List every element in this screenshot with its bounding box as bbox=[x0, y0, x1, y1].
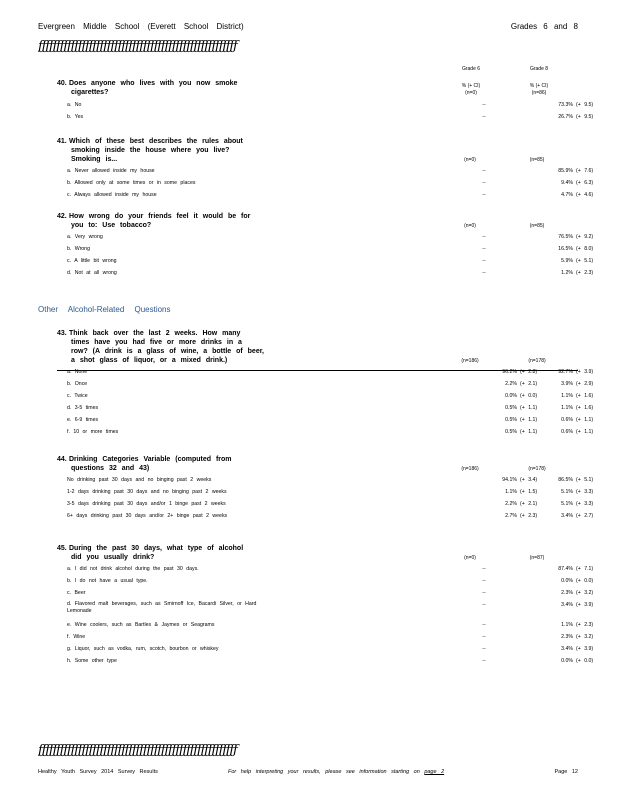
table-row: a. None 96.2% (+ 2.8) 92.7% (+ 3.9) bbox=[67, 369, 594, 375]
table-row: 3-5 days drinking past 30 days and/or 1 binge past 2 weeks 2.2% (+ 2.1) 5.1% (+ 3.3) bbox=[67, 501, 594, 507]
table-row: e. Wine coolers, such as Bartles & Jaymes or Seagrams -- 1.1% (+ 2.3) bbox=[67, 622, 594, 628]
table-row: a. No -- 73.3% (+ 9.5) bbox=[67, 102, 594, 108]
question-43-title: 43. Think back over the last 2 weeks. How many times have you had five or more drinks in a row? (A drink is a glass of wine, a bottle of beer, a shot glass of liquor, or a mixed drink.) bbox=[57, 330, 264, 364]
section-title: Other Alcohol-Related Questions bbox=[38, 305, 171, 314]
table-row: d. Flavored malt beverages, such as Smirnoff Ice, Bacardi Silver, or Hard Lemonade -- 3.4% (+ 3.9) bbox=[67, 601, 594, 614]
table-row: b. Allowed only at some times or in some places -- 9.4% (+ 6.3) bbox=[67, 180, 594, 186]
table-row: d. 3-5 times 0.5% (+ 1.1) 1.1% (+ 1.6) bbox=[67, 405, 594, 411]
table-row: a. Never allowed inside my house -- 85.9% (+ 7.6) bbox=[67, 168, 594, 174]
table-row: a. I did not drink alcohol during the past 30 days. -- 87.4% (+ 7.1) bbox=[67, 566, 594, 572]
question-44-title: 44. Drinking Categories Variable (computed from questions 32 and 43) bbox=[57, 456, 232, 472]
question-41-title: 41. Which of these best describes the rules about smoking inside the house where you live? Smoking is... bbox=[57, 138, 243, 163]
question-42-title: 42. How wrong do your friends feel it would be for you to: Use tobacco? bbox=[57, 213, 251, 229]
table-row: a. Very wrong -- 76.5% (+ 9.2) bbox=[67, 234, 594, 240]
col-grade8: Grade 8 bbox=[529, 66, 549, 72]
table-row: c. Beer -- 2.3% (+ 3.2) bbox=[67, 590, 594, 596]
footer-rule: ƒƒƒƒƒƒƒƒƒƒƒƒƒƒƒƒƒƒƒƒƒƒƒƒƒƒƒƒƒƒƒƒƒƒƒƒƒƒƒƒƒƒƒƒƒƒƒƒƒƒƒƒƒƒƒ bbox=[38, 744, 237, 758]
n-row: (n=0) (n=85) bbox=[464, 223, 545, 229]
footer-page-link[interactable]: page 2 bbox=[424, 769, 445, 775]
question-41 bbox=[57, 137, 594, 201]
table-row: e. 6-9 times 0.5% (+ 1.1) 0.6% (+ 1.1) bbox=[67, 417, 594, 423]
table-row: c. Twice 0.0% (+ 0.0) 1.1% (+ 1.6) bbox=[67, 393, 594, 399]
table-row: d. Not at all wrong -- 1.2% (+ 2.3) bbox=[67, 270, 594, 276]
table-row: 1-2 days drinking past 30 days and no binging past 2 weeks 1.1% (+ 1.5) 5.1% (+ 3.3) bbox=[67, 489, 594, 495]
table-row: h. Some other type -- 0.0% (+ 0.0) bbox=[67, 658, 594, 664]
n-row: (n=186) (n=178) bbox=[461, 466, 546, 472]
table-row: c. A little bit wrong -- 5.9% (+ 5.1) bbox=[67, 258, 594, 264]
question-45 bbox=[57, 544, 594, 667]
table-row: b. Once 2.2% (+ 2.1) 3.9% (+ 2.9) bbox=[67, 381, 594, 387]
col-pct-ci-8: % (+ CI) bbox=[529, 83, 549, 89]
table-row: f. 10 or more times 0.5% (+ 1.1) 0.6% (+ 1.1) bbox=[67, 429, 594, 435]
n-row: (n=0) (n=85) bbox=[464, 157, 545, 163]
table-row: c. Always allowed inside my house -- 4.7% (+ 4.6) bbox=[67, 192, 594, 198]
table-row: f. Wine -- 2.3% (+ 3.2) bbox=[67, 634, 594, 640]
question-44 bbox=[57, 455, 594, 529]
header-rule: ƒƒƒƒƒƒƒƒƒƒƒƒƒƒƒƒƒƒƒƒƒƒƒƒƒƒƒƒƒƒƒƒƒƒƒƒƒƒƒƒƒƒƒƒƒƒƒƒƒƒƒƒƒƒƒ bbox=[38, 40, 237, 54]
footer-page-number: Page 12 bbox=[554, 769, 578, 775]
col-n-6: (n=0) bbox=[465, 90, 477, 96]
footer-help: For help interpreting your results, please see information starting on page 2 bbox=[228, 769, 445, 775]
question-40 bbox=[57, 79, 594, 123]
question-42 bbox=[57, 212, 594, 279]
col-pct-ci-6: % (+ CI) bbox=[461, 83, 481, 89]
table-row: 6+ days drinking past 30 days and/or 2+ binge past 2 weeks 2.7% (+ 2.3) 3.4% (+ 2.7) bbox=[67, 513, 594, 519]
header-school: Evergreen Middle School (Everett School District) bbox=[38, 22, 244, 31]
question-45-title: 45. During the past 30 days, what type of alcohol did you usually drink? bbox=[57, 545, 244, 561]
table-row: g. Liquor, such as vodka, rum, scotch, bourbon or whiskey -- 3.4% (+ 3.9) bbox=[67, 646, 594, 652]
col-grade6: Grade 6 bbox=[461, 66, 481, 72]
n-row: (n=186) (n=178) bbox=[461, 358, 546, 364]
table-row: No drinking past 30 days and no binging past 2 weeks 94.1% (+ 3.4) 86.5% (+ 5.1) bbox=[67, 477, 594, 483]
table-row: b. Yes -- 26.7% (+ 9.5) bbox=[67, 114, 594, 120]
question-40-title: 40. Does anyone who lives with you now smoke cigarettes? bbox=[57, 80, 238, 96]
col-n-8: (n=86) bbox=[531, 90, 547, 96]
footer-survey: Healthy Youth Survey 2014 Survey Results bbox=[38, 769, 158, 775]
header-grades: Grades 6 and 8 bbox=[510, 22, 578, 31]
question-43 bbox=[57, 329, 594, 438]
table-row: b. Wrong -- 16.5% (+ 8.0) bbox=[67, 246, 594, 252]
table-row: b. I do not have a usual type. -- 0.0% (+ 0.0) bbox=[67, 578, 594, 584]
n-row: (n=0) (n=87) bbox=[464, 555, 545, 561]
